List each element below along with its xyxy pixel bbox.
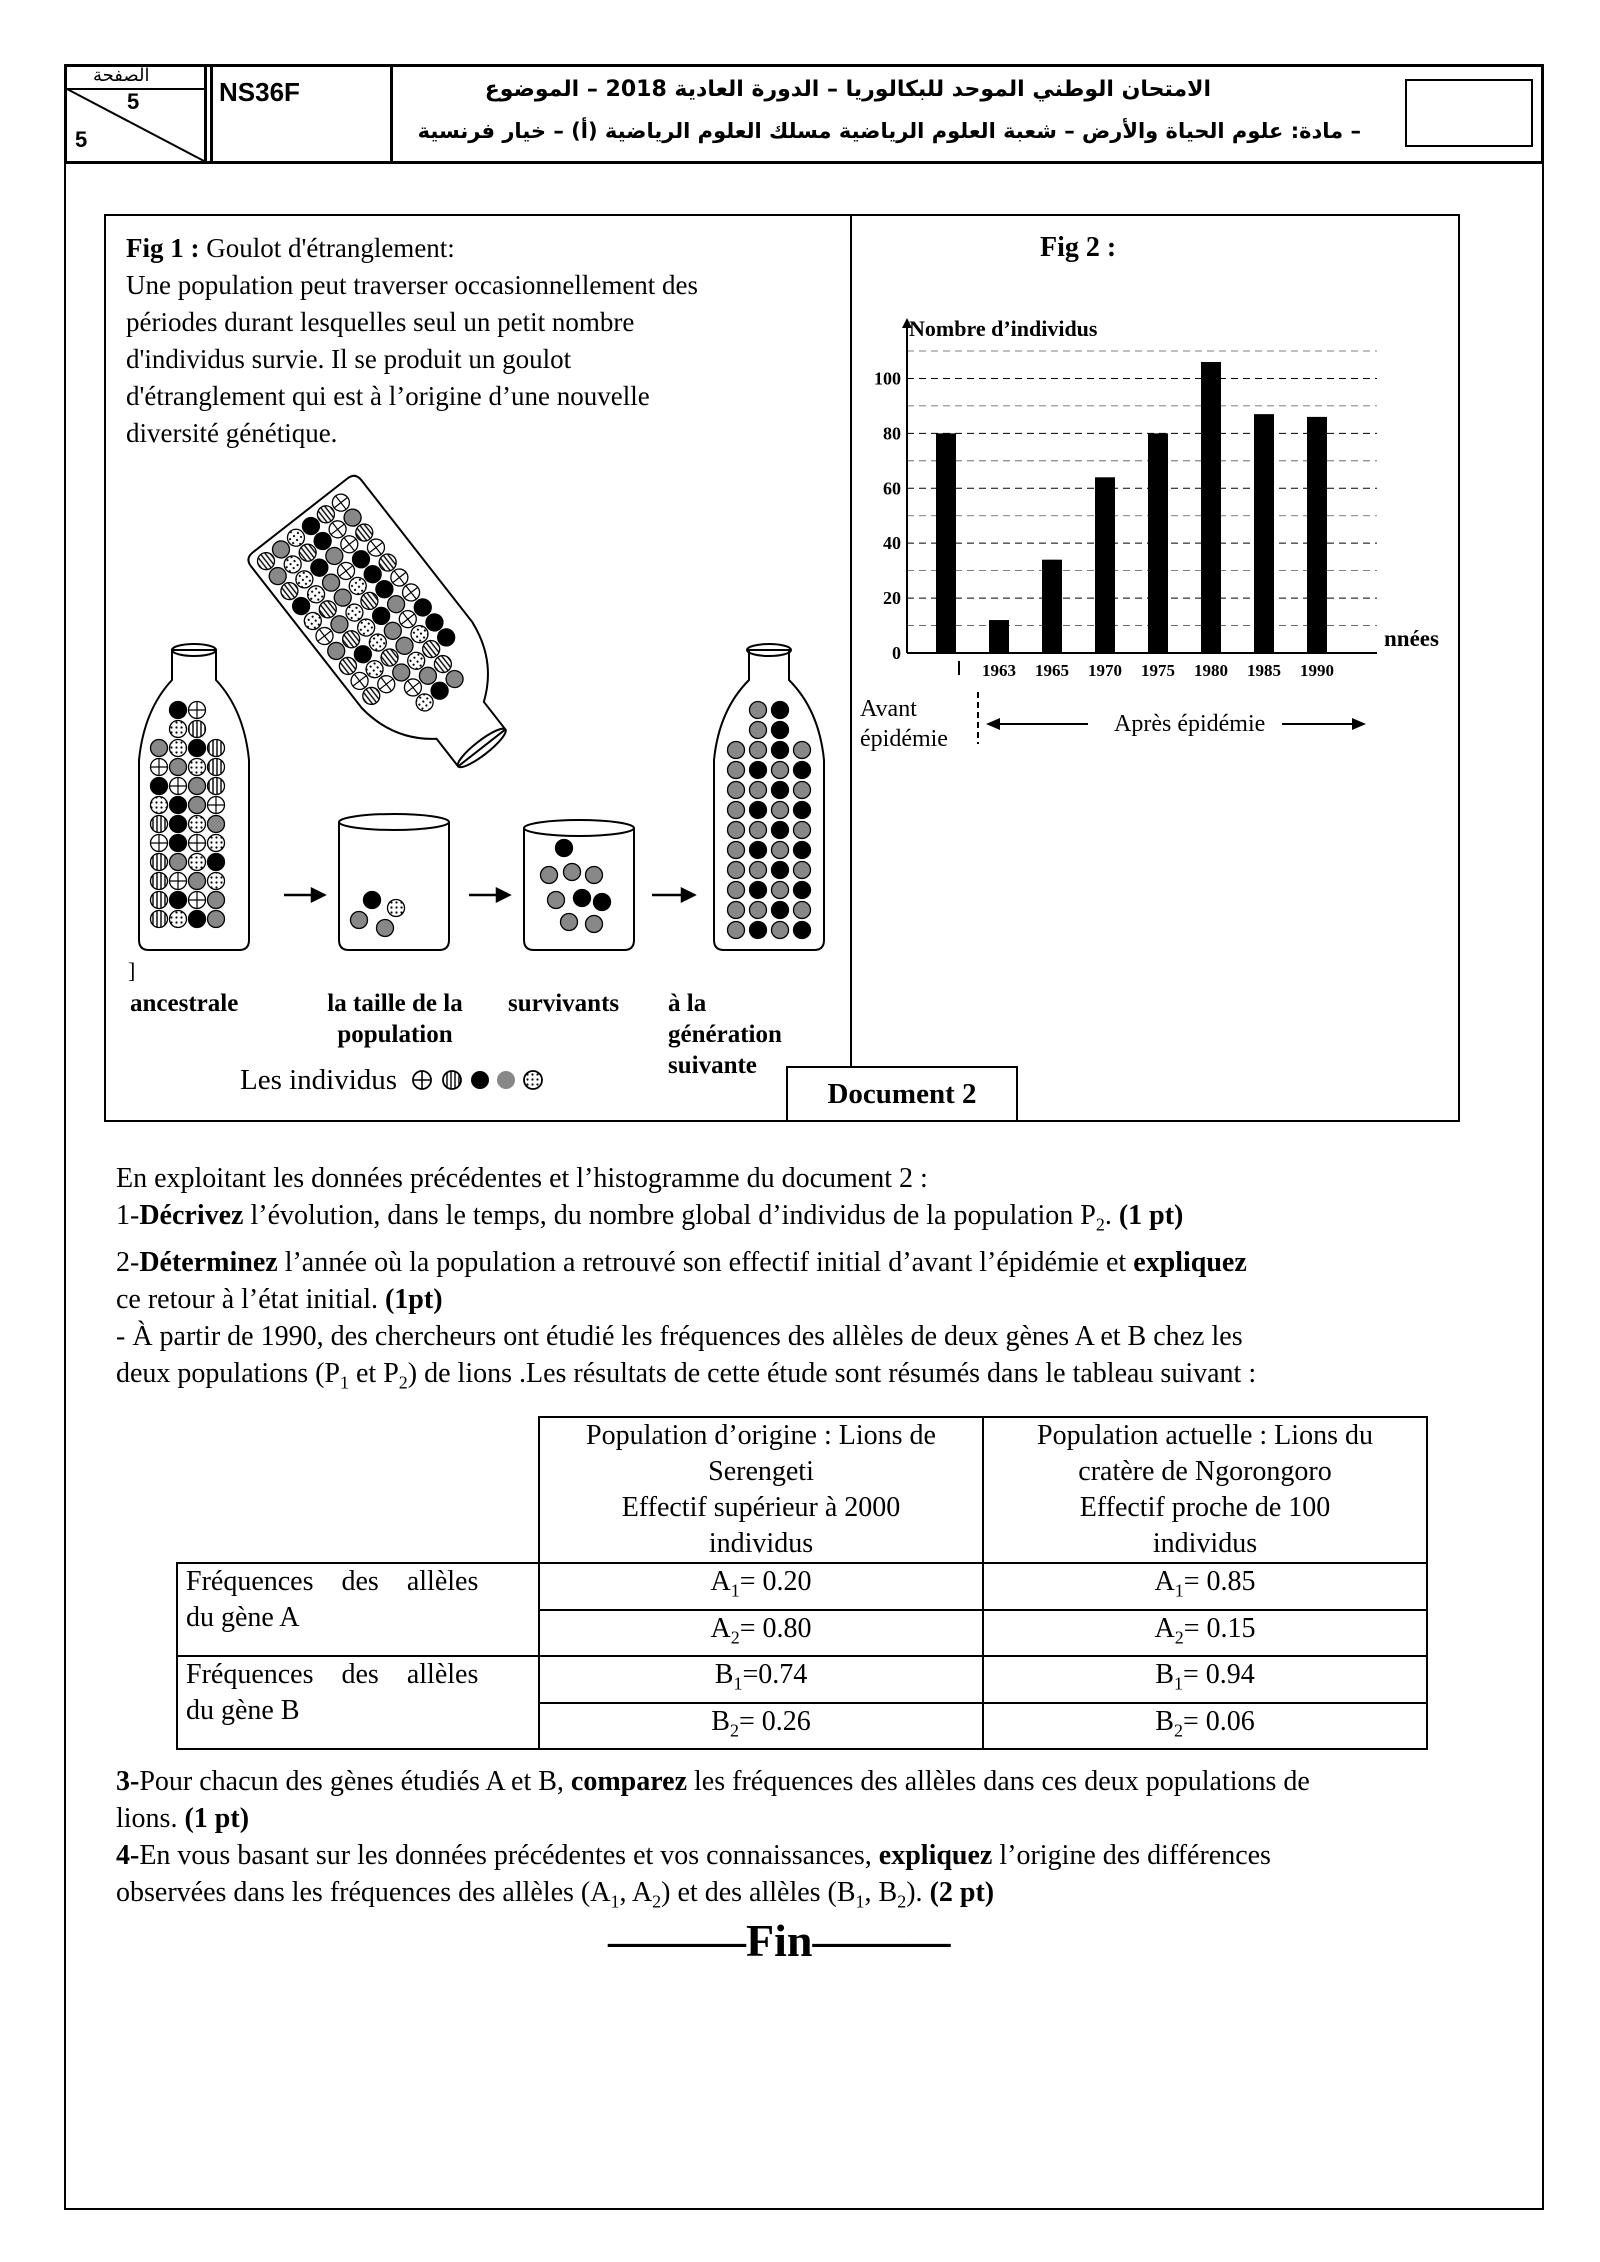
individual-black	[772, 742, 789, 759]
individual-grey	[208, 911, 225, 928]
individual-grey	[794, 782, 811, 799]
individual-grey	[750, 722, 767, 739]
beaker-small-population	[339, 822, 449, 950]
individual-vert	[151, 816, 168, 833]
question-4: 4-En vous basant sur les données précédentes et vos connaissances, expliquez l’origine des différences	[116, 1840, 1271, 1871]
y-tick-label: 60	[883, 478, 901, 499]
individual-dots	[208, 835, 225, 852]
individual-grey	[189, 873, 206, 890]
bar	[936, 433, 956, 653]
individual-black	[170, 892, 187, 909]
individual-dots	[189, 759, 206, 776]
exam-header	[64, 64, 1544, 164]
individual-grey	[561, 914, 578, 931]
individual-black	[750, 842, 767, 859]
individual-grey	[772, 882, 789, 899]
individual-black	[364, 892, 381, 909]
bottleneck-diagram	[104, 510, 850, 980]
legend-symbols	[410, 1067, 560, 1093]
question-1: 1-Décrivez l’évolution, dans le temps, du nombre global d’individus de la population $P_2$. (1 pt)	[116, 1200, 1184, 1235]
individual-grey	[189, 778, 206, 795]
page-box	[67, 67, 207, 161]
end-marker: ———Fin———	[608, 1915, 951, 1966]
label-population-size: la taille de la population	[327, 990, 463, 1048]
cell-origin-b1: $B_1=0.74$	[539, 1656, 983, 1703]
individual-black	[594, 894, 611, 911]
individual-grey	[728, 882, 745, 899]
cell-origin-a1: $A_1= 0.20$	[539, 1563, 983, 1610]
individual-grey	[189, 797, 206, 814]
cell-current-b1: $B_1= 0.94$	[983, 1656, 1427, 1703]
bar	[1095, 477, 1115, 653]
questions-block-2: 3-Pour chacun des gènes étudiés A et B, comparez les fréquences des allèles dans ces deux populations de lions. (1 pt) 4-En vous basant sur les données précédentes et vos connaissances, expliquez l’origine des différences observées dans les fréquences des allèles ($A_1$, $A_2$) et des allèles ($B_1$, $B_2$). (2 pt)	[116, 1763, 1476, 1921]
page-total: 5	[75, 127, 88, 152]
individual-black	[170, 702, 187, 719]
bar	[1148, 433, 1168, 653]
individual-grey	[750, 822, 767, 839]
histogram-chart	[852, 310, 1460, 680]
allele-frequency-table	[176, 1416, 1428, 1750]
document-2-label: Document 2	[786, 1066, 1018, 1122]
individual-black	[794, 922, 811, 939]
individual-black	[772, 862, 789, 879]
individual-vert	[151, 854, 168, 871]
individual-black	[772, 782, 789, 799]
individual-grey	[728, 742, 745, 759]
individual-grey	[548, 892, 565, 909]
bar	[1201, 362, 1221, 653]
individual-grey	[728, 922, 745, 939]
individual-grey	[564, 864, 581, 881]
study-paragraph: - À partir de 1990, des chercheurs ont étudié les fréquences des allèles de deux gènes A et B chez les	[116, 1320, 1243, 1352]
individual-black	[170, 816, 187, 833]
label-next-generation: à la génération suivante	[668, 990, 782, 1079]
individual-grey	[541, 867, 558, 884]
header-title: الامتحان الوطني الموحد للبكالوريا – الدورة العادية 2018 – الموضوع	[484, 77, 1211, 102]
individual-grey	[772, 922, 789, 939]
fig2-title: Fig 2 :	[1040, 232, 1117, 263]
beaker-survivors	[524, 828, 634, 950]
individual-vert	[208, 740, 225, 757]
individual-grey	[794, 902, 811, 919]
individual-grey	[728, 802, 745, 819]
exam-code: NS36F	[213, 67, 393, 161]
individual-dots	[170, 911, 187, 928]
x-tick-label: 1985	[1247, 661, 1281, 680]
bar	[1254, 414, 1274, 653]
individual-black	[794, 762, 811, 779]
individual-black	[750, 922, 767, 939]
cell-origin-b2: $B_2= 0.26$	[539, 1703, 983, 1750]
individual-grey	[794, 862, 811, 879]
individual-black	[170, 797, 187, 814]
individual-grey	[170, 854, 187, 871]
individual-vert	[208, 759, 225, 776]
after-epidemic-label: Après épidémie	[1114, 711, 1266, 737]
page-label: الصفحة	[93, 65, 150, 86]
individual-black	[170, 835, 187, 852]
individual-grey	[750, 782, 767, 799]
individual-black	[772, 822, 789, 839]
individual-grey	[794, 822, 811, 839]
individual-black	[151, 778, 168, 795]
individual-grey	[728, 902, 745, 919]
question-2: 2-Déterminez l’année où la population a retrouvé son effectif initial d’avant l’épidémie et expliquez	[116, 1246, 1247, 1278]
individual-black	[574, 890, 591, 907]
individual-black	[208, 854, 225, 871]
question-3: 3-Pour chacun des gènes étudiés A et B, comparez les fréquences des allèles dans ces deux populations de	[116, 1766, 1310, 1797]
individual-dots	[189, 854, 206, 871]
individual-grey	[794, 742, 811, 759]
individual-vert	[151, 892, 168, 909]
individual-grey	[208, 892, 225, 909]
table-row	[177, 1656, 1427, 1703]
header-origin-population: Population d’origine : Lions de Serengeti Effectif supérieur à 2000 individus	[539, 1417, 983, 1563]
individual-black	[750, 762, 767, 779]
individual-dots	[170, 740, 187, 757]
bar	[989, 620, 1009, 653]
bar	[1042, 560, 1062, 653]
individual-black	[772, 902, 789, 919]
grade-box	[1405, 79, 1533, 147]
individual-grey	[728, 822, 745, 839]
individual-grey	[750, 902, 767, 919]
individual-grey	[750, 862, 767, 879]
individual-black	[556, 840, 573, 857]
individual-black	[794, 842, 811, 859]
individual-grey	[351, 912, 368, 929]
y-axis-label: Nombre d’individus	[909, 316, 1098, 341]
label-ancestral: ancestrale	[130, 990, 239, 1017]
individual-black	[794, 882, 811, 899]
individual-black	[750, 882, 767, 899]
fig1-bracket: ]	[128, 958, 136, 983]
individual-grey	[750, 742, 767, 759]
individual-vert	[208, 778, 225, 795]
individual-grey	[586, 916, 603, 933]
individual-grey	[772, 802, 789, 819]
y-tick-label: 80	[883, 423, 901, 444]
individual-grey	[728, 842, 745, 859]
fig1-text: Fig 1 : Goulot d'étranglement: Une population peut traverser occasionnellement des périodes durant lesquelles seul un petit nombre d'individus survie. Il se produit un goulot d'étranglement qui est à l’origine d’une nouvelle diversité génétique.	[126, 233, 699, 448]
fig1-legend: Les individus	[240, 1064, 560, 1097]
cell-current-b2: $B_2= 0.06$	[983, 1703, 1427, 1750]
individual-grey	[377, 920, 394, 937]
individual-vert	[189, 721, 206, 738]
questions-block: En exploitant les données précédentes et l’histogramme du document 2 : 1-Décrivez l’évolution, dans le temps, du nombre global d’individus de la population $P_2$. (1 pt) 2-Déterminez l’année où la population a retrouvé son effectif initial d’avant l’épidémie et expliquez ce retour à l’état initial. (1pt) - À partir de 1990, des chercheurs ont étudié les fréquences des allèles de deux gènes A et B chez les deux populations ($P_1$ et $P_2$) de lions .Les résultats de cette étude sont résumés dans le tableau suivant :	[116, 1160, 1466, 1401]
cell-origin-a2: $A_2= 0.80$	[539, 1610, 983, 1657]
individual-grey	[728, 782, 745, 799]
x-tick-label: 1990	[1300, 661, 1334, 680]
before-epidemic-label: Avant épidémie	[860, 696, 948, 752]
individual-black	[772, 702, 789, 719]
questions-intro: En exploitant les données précédentes et l’histogramme du document 2 :	[116, 1163, 928, 1194]
individual-grey	[728, 862, 745, 879]
y-tick-label: 40	[883, 533, 901, 554]
y-tick-label: 100	[874, 368, 901, 389]
cell-current-a1: $A_1= 0.85$	[983, 1563, 1427, 1610]
x-tick-label: 1975	[1141, 661, 1175, 680]
individual-grey	[750, 702, 767, 719]
individual-grey	[772, 762, 789, 779]
x-axis-label: nnées	[1384, 626, 1439, 651]
individual-black	[189, 740, 206, 757]
table-row	[177, 1563, 1427, 1610]
individual-grey	[170, 759, 187, 776]
individual-grey	[151, 740, 168, 757]
header-subject: – مادة: علوم الحياة والأرض – شعبة العلوم الرياضية مسلك العلوم الرياضية (أ) – خيار فرنسية	[417, 119, 1361, 143]
individual-black	[750, 802, 767, 819]
x-tick-label: 1970	[1088, 661, 1122, 680]
bar	[1307, 417, 1327, 653]
individual-vert	[151, 911, 168, 928]
individual-black	[772, 722, 789, 739]
individual-black	[189, 911, 206, 928]
individual-grey	[772, 842, 789, 859]
individual-grey	[586, 867, 603, 884]
row-label-gene-b: Fréquences des allèles du gène B	[177, 1656, 539, 1749]
individual-dots	[151, 797, 168, 814]
individual-dots	[388, 900, 405, 917]
x-tick-label: 1980	[1194, 661, 1228, 680]
individual-dots	[189, 816, 206, 833]
individual-grey	[208, 816, 225, 833]
individual-grey	[728, 762, 745, 779]
individual-black	[794, 802, 811, 819]
x-tick-label: 1963	[982, 661, 1016, 680]
individual-dots	[170, 721, 187, 738]
row-label-gene-a: Fréquences des allèles du gène A	[177, 1563, 539, 1656]
y-tick-label: 0	[892, 643, 901, 663]
individual-vert	[151, 873, 168, 890]
x-tick-label: 1965	[1035, 661, 1069, 680]
header-current-population: Population actuelle : Lions du cratère de Ngorongoro Effectif proche de 100 individus	[983, 1417, 1427, 1563]
y-tick-label: 20	[883, 588, 901, 609]
individual-dots	[208, 873, 225, 890]
cell-current-a2: $A_2= 0.15$	[983, 1610, 1427, 1657]
page-number: 5	[127, 89, 140, 114]
label-survivors: survivants	[508, 990, 620, 1017]
